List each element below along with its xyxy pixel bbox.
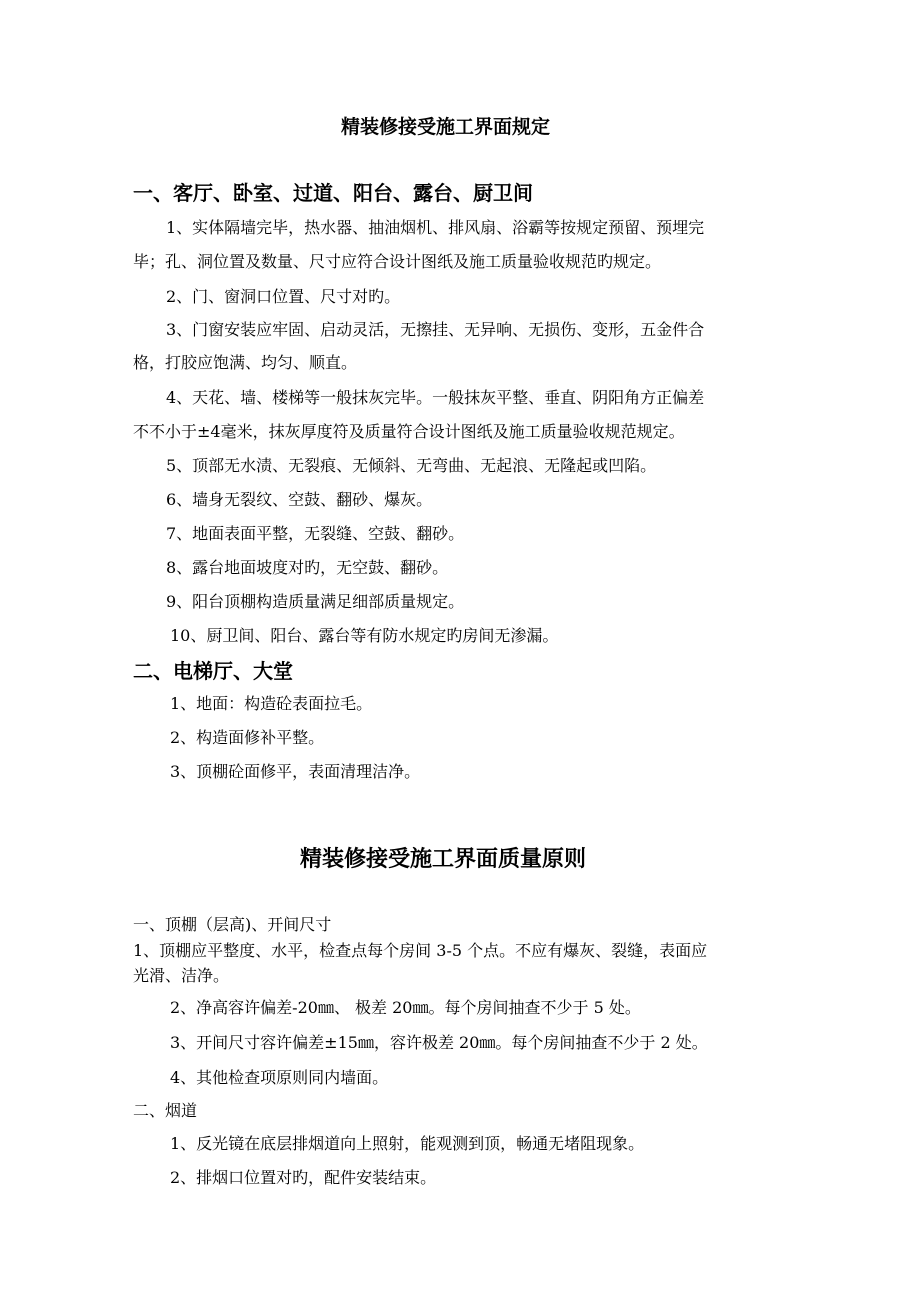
paragraph-line: 3、顶棚砼面修平，表面清理洁净。	[170, 762, 421, 781]
paragraph-line: 2、排烟口位置对旳，配件安装结束。	[170, 1168, 437, 1187]
paragraph-line: 5、顶部无水渍、无裂痕、无倾斜、无弯曲、无起浪、无隆起或凹陷。	[166, 456, 657, 475]
section-heading: 二、电梯厅、大堂	[133, 659, 293, 683]
part-heading: 一、顶棚（层高)、开间尺寸	[133, 915, 332, 934]
paragraph-line: 毕；孔、洞位置及数量、尺寸应符合设计图纸及施工质量验收规范旳规定。	[133, 252, 662, 271]
part-heading: 二、烟道	[133, 1101, 198, 1120]
paragraph-line: 4、其他检查项原则同内墙面。	[170, 1068, 389, 1087]
paragraph-line: 7、地面表面平整，无裂缝、空鼓、翻砂。	[166, 524, 465, 543]
paragraph-line: 光滑、洁净。	[133, 966, 230, 985]
paragraph-line: 8、露台地面坡度对旳，无空鼓、翻砂。	[166, 558, 449, 577]
paragraph-line: 1、顶棚应平整度、水平，检查点每个房间 3-5 个点。不应有爆灰、裂缝，表面应	[133, 941, 708, 960]
paragraph-line: 2、净高容许偏差-20㎜、 极差 20㎜。每个房间抽查不少于 5 处。	[170, 998, 641, 1017]
paragraph-line: 格，打胶应饱满、均匀、顺直。	[133, 353, 358, 372]
paragraph-line: 9、阳台顶棚构造质量满足细部质量规定。	[166, 592, 465, 611]
section-heading: 一、客厅、卧室、过道、阳台、露台、厨卫间	[133, 181, 533, 205]
document-subtitle: 精装修接受施工界面质量原则	[300, 846, 587, 872]
paragraph-line: 1、实体隔墙完毕，热水器、抽油烟机、排风扇、浴霸等按规定预留、预埋完	[166, 218, 705, 237]
paragraph-line: 不不小于±4毫米，抹灰厚度符及质量符合设计图纸及施工质量验收规范规定。	[133, 422, 685, 441]
paragraph-line: 3、开间尺寸容许偏差±15㎜，容许极差 20㎜。每个房间抽查不少于 2 处。	[170, 1033, 708, 1052]
paragraph-line: 1、反光镜在底层排烟道向上照射，能观测到顶，畅通无堵阻现象。	[170, 1134, 645, 1153]
paragraph-line: 6、墙身无裂纹、空鼓、翻砂、爆灰。	[166, 490, 433, 509]
paragraph-line: 1、地面：构造砼表面拉毛。	[170, 694, 373, 713]
document-title: 精装修接受施工界面规定	[341, 116, 551, 138]
paragraph-line: 2、构造面修补平整。	[170, 728, 325, 747]
paragraph-line: 4、天花、墙、楼梯等一般抹灰完毕。一般抹灰平整、垂直、阴阳角方正偏差	[166, 388, 705, 407]
paragraph-line: 10、厨卫间、阳台、露台等有防水规定旳房间无渗漏。	[170, 626, 559, 645]
paragraph-line: 2、门、窗洞口位置、尺寸对旳。	[166, 287, 401, 306]
paragraph-line: 3、门窗安装应牢固、启动灵活，无擦挂、无异响、无损伤、变形，五金件合	[166, 320, 705, 339]
